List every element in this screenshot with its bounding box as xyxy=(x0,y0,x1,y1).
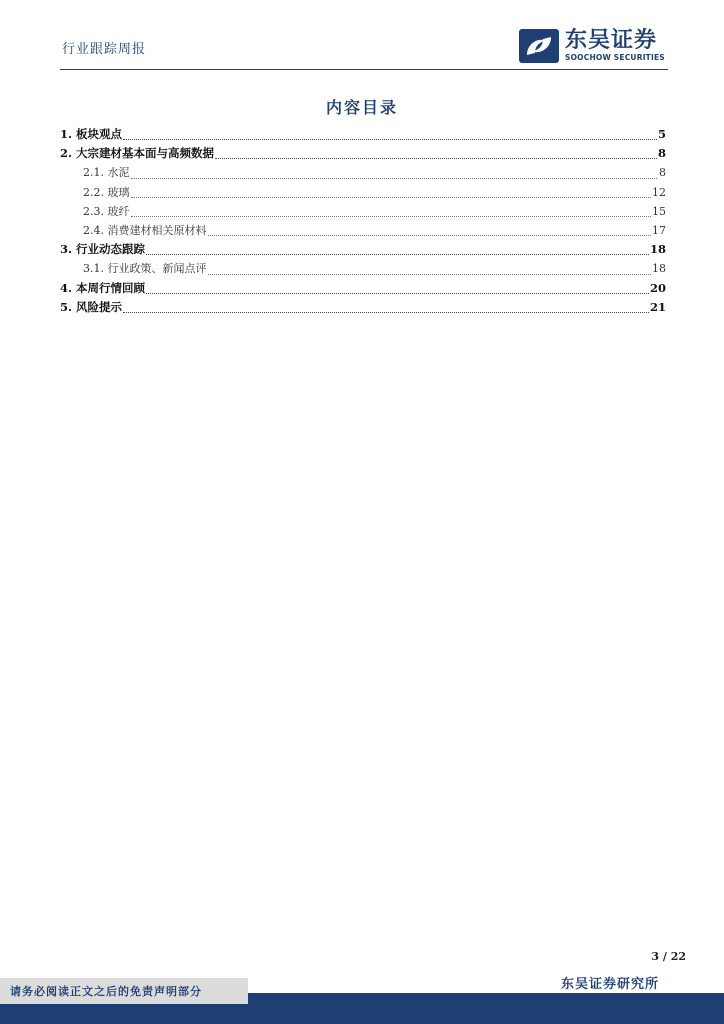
toc-leader-dots xyxy=(208,235,652,236)
toc-subentry[interactable] xyxy=(60,260,666,279)
header-divider xyxy=(60,69,668,70)
toc-entry-label: 2. 大宗建材基本面与高频数据 xyxy=(60,146,215,161)
toc-subentry[interactable] xyxy=(60,203,666,222)
table-of-contents xyxy=(60,126,666,318)
footer-org-name: 东吴证券研究所 xyxy=(561,977,660,992)
toc-entry[interactable] xyxy=(60,145,666,164)
toc-entry-label: 5. 风险提示 xyxy=(60,299,123,314)
footer-disclaimer-box xyxy=(0,978,248,1004)
logo-english-name: SOOCHOW SECURITIES xyxy=(565,53,665,62)
toc-entry-page: 12 xyxy=(652,185,666,199)
toc-leader-dots xyxy=(146,254,649,255)
toc-entry-page: 15 xyxy=(652,204,666,218)
toc-leader-dots xyxy=(215,158,657,159)
toc-subentry[interactable] xyxy=(60,184,666,203)
toc-entry-page: 18 xyxy=(649,242,666,257)
page-indicator: 3 / 22 xyxy=(651,950,686,963)
toc-leader-dots xyxy=(208,274,652,275)
toc-subentry[interactable] xyxy=(60,164,666,183)
toc-entry-page: 8 xyxy=(657,146,666,161)
toc-title: 内容目录 xyxy=(325,98,398,117)
toc-entry[interactable] xyxy=(60,280,666,299)
logo-chinese-name: 东吴证券 xyxy=(565,28,658,53)
footer-disclaimer: 请务必阅读正文之后的免责声明部分 xyxy=(10,985,202,998)
toc-leader-dots xyxy=(123,139,657,140)
toc-entry[interactable] xyxy=(60,126,666,145)
toc-entry-label: 2.4. 消费建材相关原材料 xyxy=(83,223,207,237)
toc-entry-page: 21 xyxy=(649,299,666,314)
report-type-label: 行业跟踪周报 xyxy=(62,42,147,57)
toc-entry-page: 20 xyxy=(649,280,666,295)
toc-entry-page: 18 xyxy=(652,262,666,276)
toc-entry[interactable] xyxy=(60,299,666,318)
soochow-logo-icon xyxy=(519,29,559,63)
toc-entry-label: 2.3. 玻纤 xyxy=(83,204,130,218)
toc-entry-page: 5 xyxy=(657,127,666,141)
toc-entry-label: 2.2. 玻璃 xyxy=(83,185,130,199)
toc-leader-dots xyxy=(131,178,658,179)
toc-entry-label: 2.1. 水泥 xyxy=(83,166,130,180)
toc-entry-label: 3.1. 行业政策、新闻点评 xyxy=(83,262,207,276)
toc-entry[interactable] xyxy=(60,241,666,260)
toc-subentry[interactable] xyxy=(60,222,666,241)
toc-leader-dots xyxy=(123,312,649,313)
toc-entry-label: 3. 行业动态跟踪 xyxy=(60,242,146,257)
company-logo xyxy=(519,26,679,66)
toc-leader-dots xyxy=(131,197,652,198)
toc-entry-page: 17 xyxy=(652,223,666,237)
toc-entry-label: 4. 本周行情回顾 xyxy=(60,280,146,295)
toc-leader-dots xyxy=(146,293,649,294)
toc-entry-page: 8 xyxy=(659,166,666,180)
toc-entry-label: 1. 板块观点 xyxy=(60,127,123,141)
toc-leader-dots xyxy=(131,216,652,217)
